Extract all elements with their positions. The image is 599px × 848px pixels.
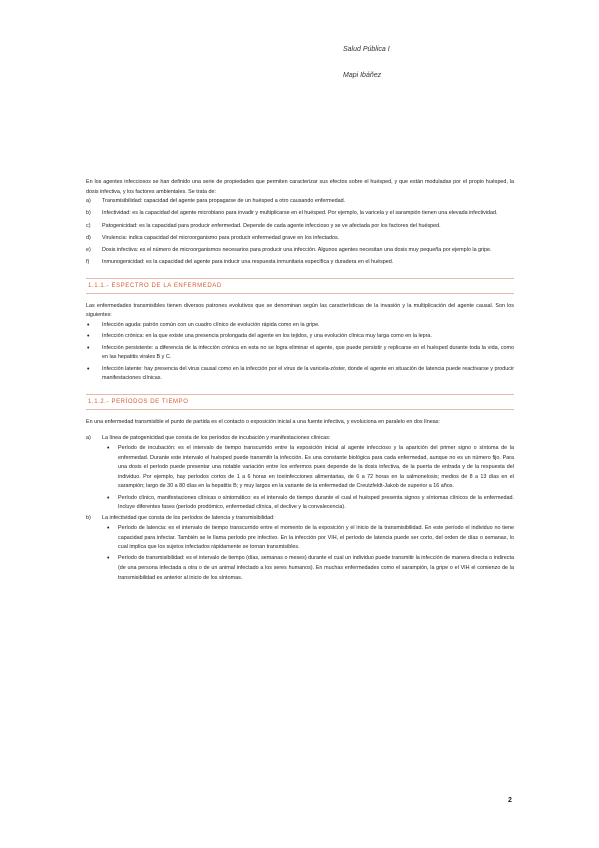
list-marker: a) bbox=[86, 435, 91, 442]
list-item: • Infección persistente: a diferencia de la infección crónica en esta no se logra eliminar el agente, que puede persistir y replicarse en el huésped durante toda la vida, como en las hepatitis virales B y C. bbox=[86, 344, 514, 363]
sub-list bbox=[102, 444, 514, 513]
list-item-text: Inmunogenicidad: es la capacidad del agente para inducir una respuesta inmunitaria específica y duradera en el huésped. bbox=[102, 259, 394, 266]
list-item-text: Patogenicidad: es la capacidad para producir enfermedad. Depende de cada agente infeccioso y se ve afectada por los factores del huésped. bbox=[102, 222, 441, 229]
list-item: • Infección crónica: en la que existe una presencia prolongada del agente en los tejidos, y una evolución clínica muy larga como en la lepra. bbox=[86, 332, 514, 342]
list-item: • Período clínico, manifestaciones clínicas o sintomático: es el intervalo de tiempo durante el cual el huésped presenta signos y síntomas clínicos de la enfermedad. Incluye diferentes fases (período prodómico, enfermedad clínica, el declive y la convalecencia). bbox=[102, 494, 514, 513]
section-heading-espectro: 1.1.1.- ESPECTRO DE LA ENFERMEDAD bbox=[86, 278, 514, 294]
section2-intro: En una enfermedad transmisible el punto de partida es el contacto o exposición inicial a una fuente infectiva, y evoluciona en paralelo en dos líneas: bbox=[86, 418, 440, 425]
list-marker: a) bbox=[86, 198, 91, 205]
list-item bbox=[86, 234, 514, 244]
list-marker: c) bbox=[86, 222, 91, 229]
lines-list bbox=[86, 434, 514, 583]
list-item-text: Infectividad: es la capacidad del agente microbiano para invadir y multiplicarse en el huésped. Por ejemplo, la varicela y el sarampión tienen una elevada infectividad. bbox=[102, 210, 498, 217]
spectrum-list bbox=[86, 321, 514, 384]
sub-list bbox=[102, 524, 514, 583]
section-heading-periodos: 1.1.2.- PERÍODOS DE TIEMPO bbox=[86, 394, 514, 410]
list-marker: b) bbox=[86, 515, 91, 522]
header-course: Salud Pública I bbox=[343, 46, 390, 53]
list-item: • Período de latencia: es el intervalo de tiempo transcurrido entre el momento de la exposición y el inicio de la transmisibilidad. En este período el individuo no tiene capacidad para infectar. También se le llama período pre infectivo. En la infección por VIH, el período de latencia puede ser corto, del orden de días o semanas, lo cual implica que los sujetos infectados rápidamente se tornan transmisibles. bbox=[102, 524, 514, 553]
list-item bbox=[86, 514, 514, 583]
document-body bbox=[86, 178, 514, 585]
properties-list bbox=[86, 197, 514, 268]
list-item: • Infección aguda: patrón común con un cuadro clínico de evolución rápida como en la gripe. bbox=[86, 321, 514, 331]
list-marker: b) bbox=[86, 210, 91, 217]
section1-intro: Las enfermedades transmisibles tienen diversos patrones evolutivos que se denominan según las características de la invasión y la multiplicación del agente causal. Son los siguientes: bbox=[86, 302, 514, 319]
header-author: Mapi Ibáñez bbox=[343, 72, 382, 79]
intro-paragraph: En los agentes infecciosos se han definido una serie de propiedades que permiten caracterizar sus efectos sobre el huésped, y que están moduladas por el propio huésped, la dosis infectiva, y los factores ambientales. Se trata de: bbox=[86, 179, 514, 195]
list-item: • Período de transmisibilidad: es el intervalo de tiempo (días, semanas o meses) durante el cual un individuo puede transmitir la infección de manera directa o indirecta (de una persona infectada a otra o de un animal infectado a los seres humanos). En muchas enfermedades como el sarampión, la gripe o el VIH el comienzo de la transmisibilidad es anterior al inicio de los síntomas. bbox=[102, 554, 514, 583]
list-item: • Infección latente: hay presencia del virus causal como en la infección por el virus de la varicela-zóster, donde el agente en situación de latencia puede reactivarse y producir manifestaciones clínicas. bbox=[86, 365, 514, 384]
list-item-text: La línea de patogenicidad que consta de los períodos de incubación y manifestaciones clínicas: bbox=[102, 435, 331, 442]
list-item bbox=[86, 197, 514, 207]
list-item bbox=[86, 434, 514, 512]
list-item bbox=[86, 209, 514, 219]
list-marker: d) bbox=[86, 234, 91, 241]
list-item-text: Virulencia: indica capacidad del microorganismo para producir enfermedad grave en los infectados. bbox=[102, 234, 340, 241]
list-item-text: Dosis infectiva: es el número de microorganismos necesarios para producir una infección. Algunos agentes necesitan una dosis muy pequeña por ejemplo la gripe. bbox=[102, 246, 492, 253]
list-marker: e) bbox=[86, 246, 91, 253]
list-item-text: La infectividad que consta de los períodos de latencia y transmisibilidad: bbox=[102, 515, 275, 522]
list-item bbox=[86, 246, 514, 256]
list-item bbox=[86, 222, 514, 232]
page-number: 2 bbox=[508, 797, 512, 804]
list-item bbox=[86, 258, 514, 268]
list-item-text: Transmisibilidad: capacidad del agente para propagarse de un huésped a otro causando enfermedad. bbox=[102, 198, 346, 205]
list-item: • Período de incubación: es el intervalo de tiempo transcurrido entre la exposición inicial al agente infeccioso y la aparición del primer signo o síntoma de la enfermedad. Durante este intervalo el huésped puede transmitir la infección. Es una constante biológica para cada enfermedad, aunque no es un número fijo. Para una dosis el período puede presentar una notable variación entre los enfermos pues depende de la dosis infectiva, de la puerta de entrada y de la respuesta del individuo. Por ejemplo, hay períodos cortos de 1 a 6 horas en toxiinfecciones alimentarias, de 6 a 72 horas en la salmonelosis; medios de 8 a 13 días en el sarampión; largo de 30 a 80 días en la hepatitis B; y muy largos en la variante de la enfermedad de Creutzfeldt-Jakob de superior a 16 años. bbox=[102, 444, 514, 492]
list-marker: f) bbox=[86, 259, 90, 266]
